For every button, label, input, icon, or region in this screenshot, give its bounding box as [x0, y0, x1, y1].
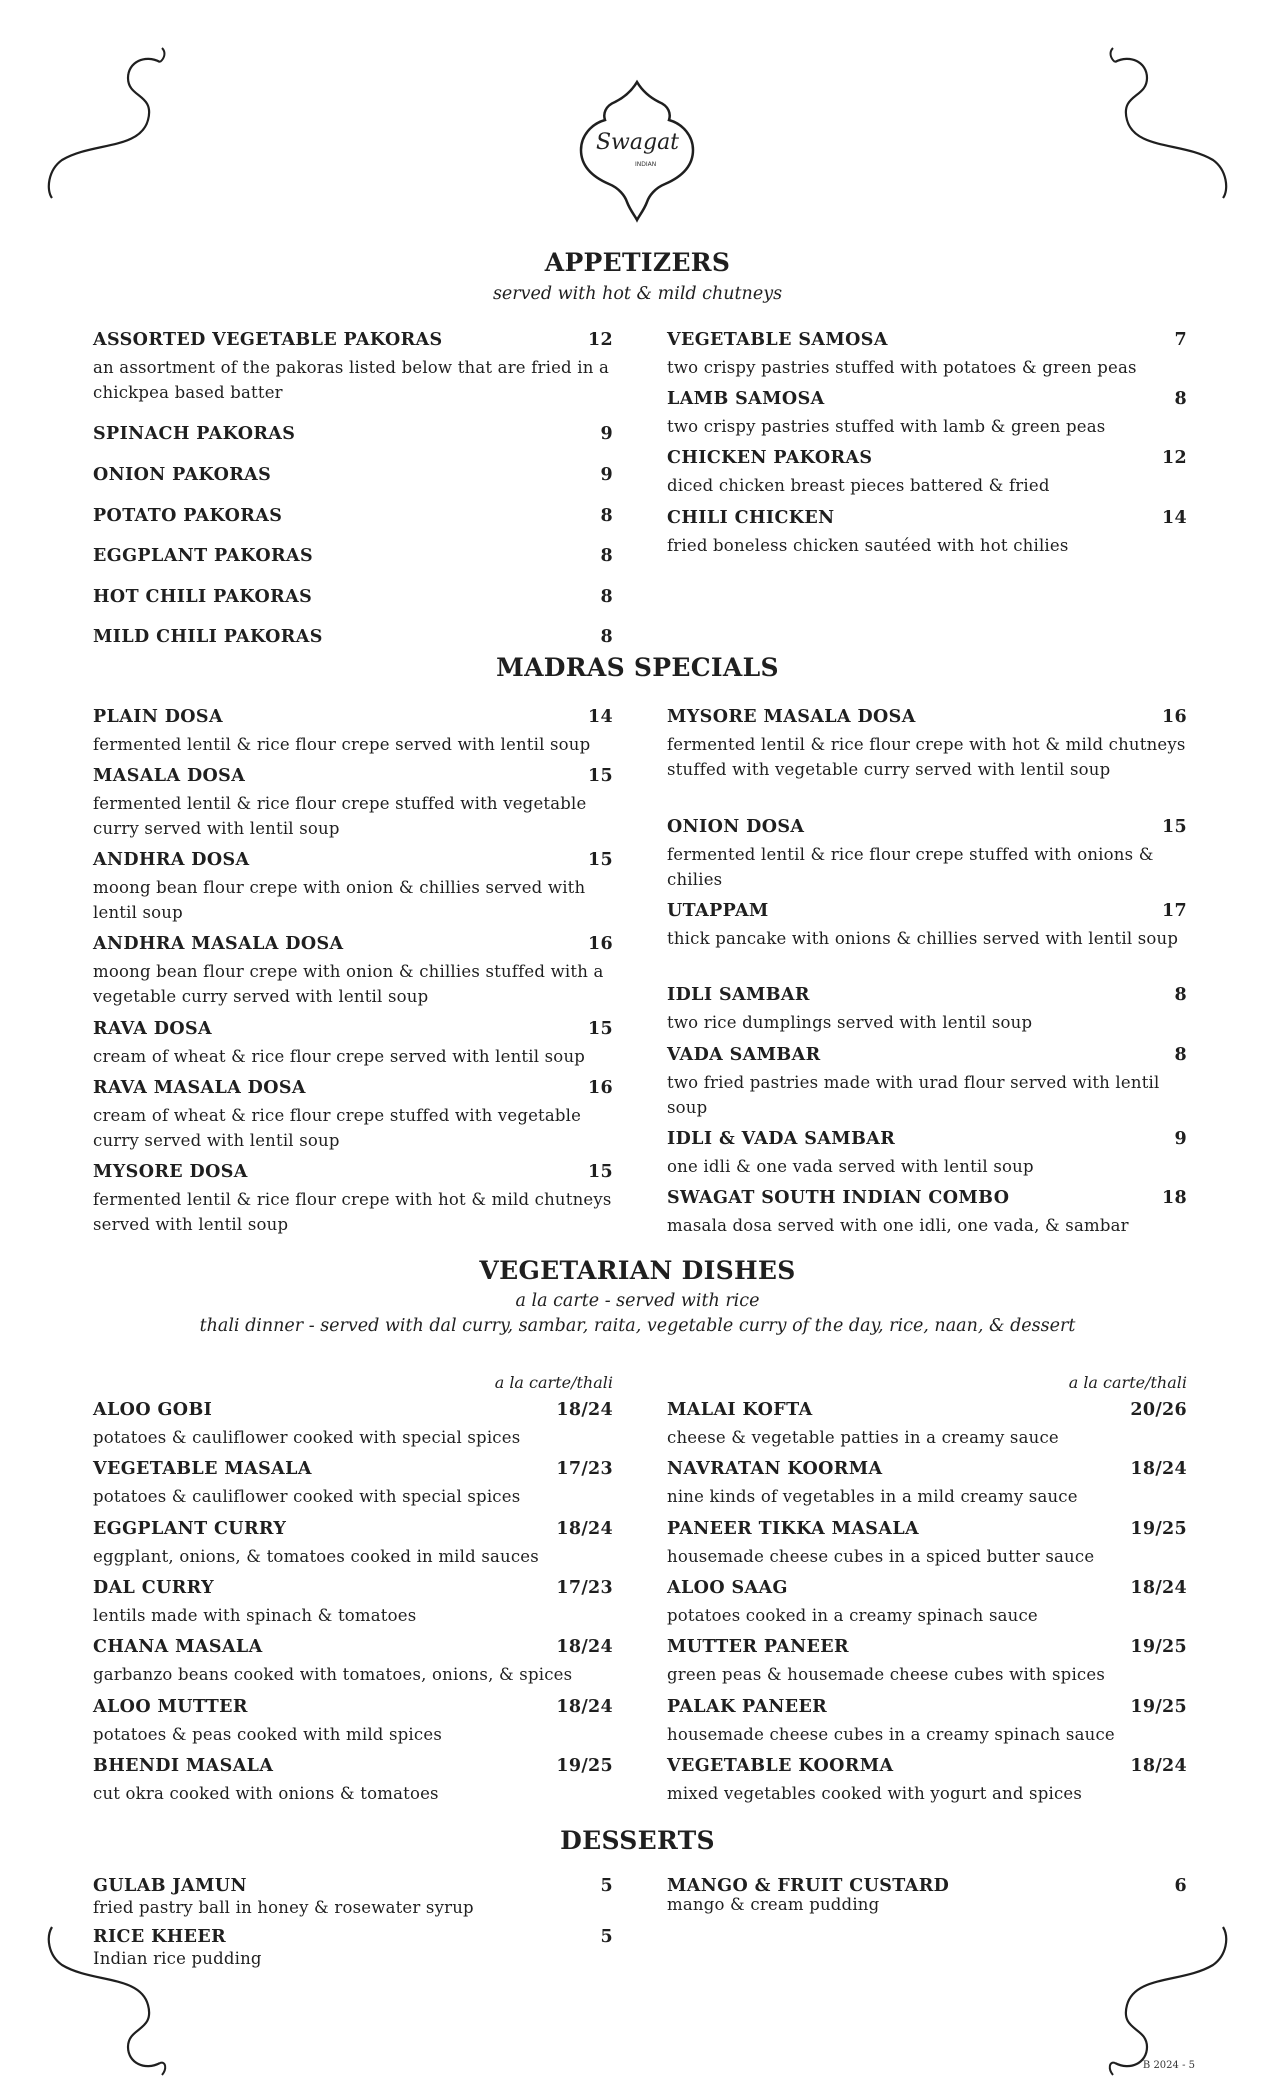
- item-description: nine kinds of vegetables in a mild creamy sauce: [667, 1487, 1078, 1506]
- item-name: ANDHRA DOSA: [93, 850, 250, 870]
- item-description: eggplant, onions, & tomatoes cooked in mild sauces: [93, 1547, 539, 1566]
- item-price: 5: [600, 1876, 613, 1896]
- item-description: fermented lentil & rice flour crepe with hot & mild chutneys served with lentil soup: [93, 1190, 612, 1234]
- item-name: SWAGAT SOUTH INDIAN COMBO: [667, 1188, 1010, 1208]
- item-description: potatoes & peas cooked with mild spices: [93, 1725, 442, 1744]
- item-price: 19/25: [556, 1756, 613, 1776]
- corner-ornament-top-right: [1105, 40, 1235, 200]
- item-description: fermented lentil & rice flour crepe stuffed with vegetable curry served with lentil soup: [93, 794, 587, 838]
- desserts-title: DESSERTS: [560, 1826, 715, 1855]
- item-price: 8: [1174, 389, 1187, 409]
- item-description: fermented lentil & rice flour crepe stuffed with onions & chilies: [667, 845, 1154, 889]
- item-price: 8: [600, 506, 613, 526]
- item-name: NAVRATAN KOORMA: [667, 1459, 883, 1479]
- item-price: 8: [600, 627, 613, 647]
- restaurant-logo: [575, 78, 700, 224]
- item-description: mixed vegetables cooked with yogurt and spices: [667, 1784, 1083, 1803]
- item-name: GULAB JAMUN: [93, 1876, 247, 1896]
- item-name: ONION DOSA: [667, 817, 805, 837]
- item-name: VEGETABLE KOORMA: [667, 1756, 894, 1776]
- item-price: 14: [1162, 508, 1187, 528]
- item-description: thick pancake with onions & chillies served with lentil soup: [667, 929, 1179, 948]
- column-header: a la carte/thali: [1068, 1373, 1187, 1392]
- item-name: MILD CHILI PAKORAS: [93, 627, 323, 647]
- item-price: 18/24: [556, 1637, 613, 1657]
- item-name: POTATO PAKORAS: [93, 506, 283, 526]
- item-price: 16: [588, 1078, 613, 1098]
- item-price: 17/23: [556, 1578, 613, 1598]
- footer-print-code: B 2024 - 5: [1142, 2060, 1195, 2071]
- item-name: IDLI SAMBAR: [667, 985, 810, 1005]
- item-description: cut okra cooked with onions & tomatoes: [93, 1784, 439, 1803]
- item-name: PANEER TIKKA MASALA: [667, 1519, 920, 1539]
- item-price: 17/23: [556, 1459, 613, 1479]
- item-price: 9: [600, 424, 613, 444]
- item-price: 20/26: [1130, 1400, 1187, 1420]
- item-price: 9: [600, 465, 613, 485]
- item-price: 15: [588, 1162, 613, 1182]
- item-price: 12: [1162, 448, 1187, 468]
- item-name: RAVA MASALA DOSA: [93, 1078, 306, 1098]
- item-name: ANDHRA MASALA DOSA: [93, 934, 344, 954]
- item-price: 19/25: [1130, 1519, 1187, 1539]
- item-name: EGGPLANT CURRY: [93, 1519, 287, 1539]
- madras-title: MADRAS SPECIALS: [496, 653, 779, 682]
- item-description: fermented lentil & rice flour crepe with hot & mild chutneys stuffed with vegetable curry served with lentil soup: [667, 735, 1186, 779]
- logo-brand-text: Swagat: [595, 130, 680, 155]
- item-description: one idli & one vada served with lentil soup: [667, 1157, 1034, 1176]
- item-description: lentils made with spinach & tomatoes: [93, 1606, 417, 1625]
- item-description: housemade cheese cubes in a spiced butter sauce: [667, 1547, 1095, 1566]
- item-price: 9: [1174, 1129, 1187, 1149]
- item-description: fried boneless chicken sautéed with hot chilies: [667, 536, 1069, 555]
- item-description: fermented lentil & rice flour crepe served with lentil soup: [93, 735, 591, 754]
- item-name: VEGETABLE MASALA: [93, 1459, 312, 1479]
- item-name: BHENDI MASALA: [93, 1756, 274, 1776]
- item-price: 8: [600, 546, 613, 566]
- item-name: MUTTER PANEER: [667, 1637, 849, 1657]
- item-description: two rice dumplings served with lentil soup: [667, 1013, 1033, 1032]
- logo-sub-text: INDIAN: [635, 161, 657, 168]
- item-description: garbanzo beans cooked with tomatoes, onions, & spices: [93, 1665, 573, 1684]
- item-description: potatoes cooked in a creamy spinach sauce: [667, 1606, 1038, 1625]
- item-name: ALOO MUTTER: [93, 1697, 248, 1717]
- appetizers-subtitle: served with hot & mild chutneys: [492, 284, 783, 304]
- item-price: 8: [600, 587, 613, 607]
- item-description: two crispy pastries stuffed with lamb & green peas: [667, 417, 1106, 436]
- vegetarian-title: VEGETARIAN DISHES: [479, 1256, 796, 1285]
- item-price: 14: [588, 707, 613, 727]
- item-price: 18/24: [556, 1400, 613, 1420]
- item-price: 18/24: [556, 1697, 613, 1717]
- item-description: masala dosa served with one idli, one vada, & sambar: [667, 1216, 1129, 1235]
- item-description: cheese & vegetable patties in a creamy sauce: [667, 1428, 1059, 1447]
- item-price: 17: [1162, 901, 1187, 921]
- item-name: MALAI KOFTA: [667, 1400, 813, 1420]
- item-name: UTAPPAM: [667, 901, 769, 921]
- item-price: 18/24: [556, 1519, 613, 1539]
- item-name: MYSORE DOSA: [93, 1162, 248, 1182]
- item-price: 19/25: [1130, 1697, 1187, 1717]
- vegetarian-subtitle-thali: thali dinner - served with dal curry, sambar, raita, vegetable curry of the day, rice, naan, & dessert: [199, 1316, 1076, 1336]
- item-name: PALAK PANEER: [667, 1697, 828, 1717]
- item-price: 18: [1162, 1188, 1187, 1208]
- item-description: cream of wheat & rice flour crepe served with lentil soup: [93, 1047, 586, 1066]
- item-name: MASALA DOSA: [93, 766, 246, 786]
- item-name: MANGO & FRUIT CUSTARD: [667, 1876, 950, 1896]
- item-price: 6: [1174, 1876, 1187, 1896]
- item-description: housemade cheese cubes in a creamy spinach sauce: [667, 1725, 1115, 1744]
- item-name: EGGPLANT PAKORAS: [93, 546, 313, 566]
- item-name: RICE KHEER: [93, 1927, 227, 1947]
- item-name: CHANA MASALA: [93, 1637, 263, 1657]
- item-name: ASSORTED VEGETABLE PAKORAS: [93, 330, 443, 350]
- item-price: 16: [1162, 707, 1187, 727]
- item-name: CHICKEN PAKORAS: [667, 448, 873, 468]
- item-price: 8: [1174, 1045, 1187, 1065]
- item-description: cream of wheat & rice flour crepe stuffed with vegetable curry served with lentil soup: [93, 1106, 582, 1150]
- item-price: 15: [588, 1019, 613, 1039]
- item-name: ALOO SAAG: [667, 1578, 788, 1598]
- item-name: SPINACH PAKORAS: [93, 424, 296, 444]
- item-price: 15: [1162, 817, 1187, 837]
- column-header: a la carte/thali: [494, 1373, 613, 1392]
- item-name: ALOO GOBI: [93, 1400, 213, 1420]
- item-description: an assortment of the pakoras listed below that are fried in a chickpea based batter: [93, 358, 610, 402]
- item-description: potatoes & cauliflower cooked with special spices: [93, 1487, 521, 1506]
- item-description: green peas & housemade cheese cubes with spices: [667, 1665, 1105, 1684]
- item-price: 7: [1174, 330, 1187, 350]
- item-description: mango & cream pudding: [667, 1895, 880, 1914]
- item-description: moong bean flour crepe with onion & chillies stuffed with a vegetable curry served with lentil soup: [93, 962, 604, 1006]
- item-name: LAMB SAMOSA: [667, 389, 825, 409]
- item-price: 15: [588, 766, 613, 786]
- item-name: CHILI CHICKEN: [667, 508, 835, 528]
- item-description: two fried pastries made with urad flour served with lentil soup: [667, 1073, 1160, 1117]
- item-name: IDLI & VADA SAMBAR: [667, 1129, 896, 1149]
- item-description: diced chicken breast pieces battered & fried: [667, 476, 1050, 495]
- item-name: VEGETABLE SAMOSA: [667, 330, 888, 350]
- item-name: PLAIN DOSA: [93, 707, 223, 727]
- item-description: moong bean flour crepe with onion & chillies served with lentil soup: [93, 878, 586, 922]
- item-description: fried pastry ball in honey & rosewater syrup: [93, 1898, 474, 1917]
- item-price: 12: [588, 330, 613, 350]
- item-description: two crispy pastries stuffed with potatoes & green peas: [667, 358, 1137, 377]
- item-price: 16: [588, 934, 613, 954]
- item-price: 8: [1174, 985, 1187, 1005]
- item-price: 18/24: [1130, 1578, 1187, 1598]
- appetizers-title: APPETIZERS: [544, 248, 731, 277]
- item-name: MYSORE MASALA DOSA: [667, 707, 916, 727]
- item-price: 19/25: [1130, 1637, 1187, 1657]
- item-price: 5: [600, 1927, 613, 1947]
- item-price: 15: [588, 850, 613, 870]
- item-name: DAL CURRY: [93, 1578, 214, 1598]
- item-name: VADA SAMBAR: [667, 1045, 821, 1065]
- item-description: potatoes & cauliflower cooked with special spices: [93, 1428, 521, 1447]
- item-name: RAVA DOSA: [93, 1019, 212, 1039]
- item-name: HOT CHILI PAKORAS: [93, 587, 313, 607]
- vegetarian-subtitle-a-la-carte: a la carte - served with rice: [515, 1291, 760, 1311]
- item-price: 18/24: [1130, 1756, 1187, 1776]
- item-price: 18/24: [1130, 1459, 1187, 1479]
- item-description: Indian rice pudding: [93, 1949, 262, 1968]
- corner-ornament-top-left: [40, 40, 170, 200]
- item-name: ONION PAKORAS: [93, 465, 272, 485]
